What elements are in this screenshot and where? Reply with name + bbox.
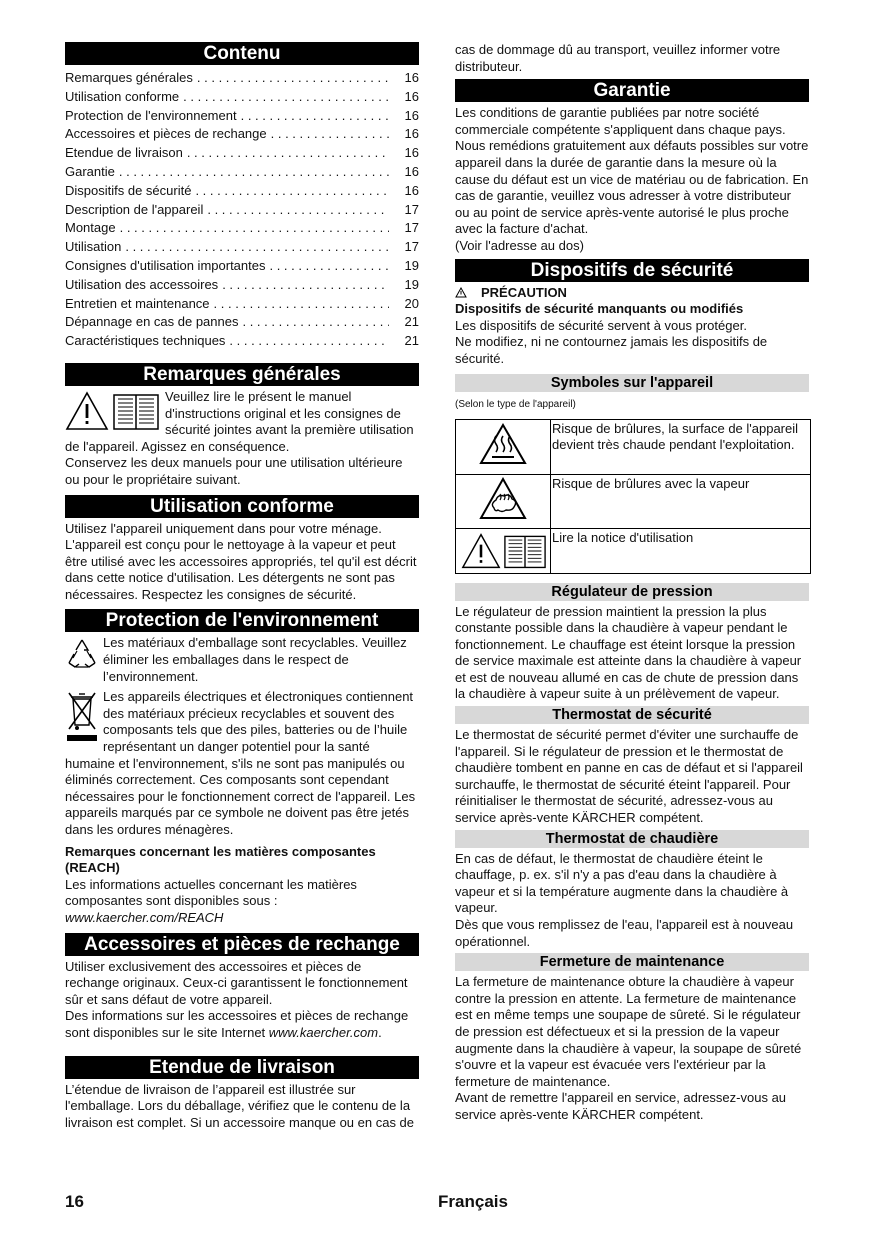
reach-link[interactable]: www.kaercher.com/REACH [65, 909, 224, 925]
table-of-contents [65, 69, 419, 351]
left-column [65, 42, 419, 1132]
page-number: 16 [65, 1192, 84, 1211]
livraison-text: L’étendue de livraison de l’appareil est illustrée sur l'emballage. Lors du déballage, vérifiez que le contenu de la livraison est complet. Si un accessoire manque ou en cas de [65, 1081, 415, 1130]
toc-leader-dots [242, 313, 389, 332]
symbol-text-2: Risque de brûlures avec la vapeur [551, 474, 811, 528]
toc-leader-dots [269, 257, 389, 276]
reach-text [65, 877, 419, 927]
reach-text-body: Les informations actuelles concernant les matières composantes sont disponibles sous : [65, 876, 357, 909]
securite-text-1: Les dispositifs de sécurité servent à vous protéger. [455, 317, 747, 333]
garantie-text: Les conditions de garantie publiées par notre société commerciale compétente s'appliquent dans chaque pays. Nous remédions gratuitement aux défauts possibles sur votre appareil dans la durée de garantie dans la mesure où la cause du défaut est un vice de matériau ou de fabrication. En cas de garantie, veuillez vous adresser à votre distributeur ou au point de service après-vente autorisé le plus proche avec la facture d'achat. [455, 105, 809, 237]
fermeture-heading: Fermeture de maintenance [455, 953, 809, 971]
thermostat-chaudiere-text-1: En cas de défaut, le thermostat de chaudière éteint le chauffage, p. ex. s'il n'y a pas d'eau dans la chaudière à vapeur et si la température augmente dans la chaudière à vapeur. [455, 850, 789, 916]
toc-item-page: 16 [404, 145, 419, 161]
toc-item[interactable] [65, 257, 419, 276]
toc-item-page: 21 [404, 314, 419, 330]
crossed-bin-icon [65, 689, 99, 743]
toc-item[interactable] [65, 276, 419, 295]
toc-leader-dots [214, 295, 389, 314]
toc-leader-dots [197, 69, 389, 88]
toc-item-page: 17 [404, 220, 419, 236]
toc-leader-dots [207, 201, 389, 220]
hot-surface-cell [456, 419, 551, 474]
toc-leader-dots [119, 163, 389, 182]
symbols-table [455, 419, 811, 574]
toc-item-label: Description de l'appareil [65, 201, 204, 217]
remarques-text-2: Conservez les deux manuels pour une utilisation ultérieure ou pour le propriétaire suivant. [65, 455, 403, 487]
toc-item-page: 19 [404, 276, 419, 292]
table-row [456, 474, 811, 528]
thermostat-chaudiere-text-2: Dès que vous remplissez de l'eau, l'appareil est à nouveau opérationnel. [455, 917, 794, 949]
toc-item-page: 16 [404, 88, 419, 104]
toc-item-page: 17 [404, 201, 419, 217]
table-row [456, 419, 811, 474]
toc-item[interactable] [65, 295, 419, 314]
remarques-heading: Remarques générales [65, 363, 419, 386]
fermeture-text-1: La fermeture de maintenance obture la chaudière à vapeur contre la pression en attente. La fermeture de maintenance est en même temps une soupape de sûreté. Si le régulateur de pression est défectueux et si la pression de la vapeur augmente dans la chaudière à vapeur, la soupape de sûreté s'ouvre et la vapeur est évacuée vers l'extérieur par la fermeture de maintenance. [455, 974, 802, 1089]
environnement-section [65, 635, 419, 926]
securite-text-2: Ne modifiez, ni ne contournez jamais les dispositifs de sécurité. [455, 334, 768, 366]
toc-item-page: 16 [404, 107, 419, 123]
warn-heading: Dispositifs de sécurité manquants ou modifiés [455, 301, 744, 317]
toc-leader-dots [125, 238, 389, 257]
toc-item-page: 16 [404, 126, 419, 142]
hot-steam-icon [478, 476, 528, 522]
toc-leader-dots [241, 107, 389, 126]
environnement-text-2: Les appareils électriques et électroniques contiennent des matériaux précieux recyclables et souvent des composants tels que des piles, batteries ou de l’huile représentant un danger potentiel pour la santé humaine et l'environnement, s'ils ne sont pas manipulés ou éliminés correctement. Ces composants sont cependant nécessaires pour le fonctionnement correct de l'appareil. Les appareils marqués par ce symbole ne doivent pas être jetés dans les ordures ménagères. [65, 689, 416, 838]
toc-item-label: Protection de l'environnement [65, 107, 237, 123]
toc-item-page: 21 [404, 333, 419, 349]
toc-item[interactable] [65, 144, 419, 163]
kaercher-link[interactable]: www.kaercher.com [268, 1024, 379, 1040]
toc-item-label: Garantie [65, 163, 115, 179]
toc-item[interactable] [65, 313, 419, 332]
toc-item[interactable] [65, 238, 419, 257]
toc-item-label: Montage [65, 220, 116, 236]
toc-item-label: Dépannage en cas de pannes [65, 314, 239, 330]
regulateur-heading: Régulateur de pression [455, 583, 809, 601]
accessoires-heading: Accessoires et pièces de rechange [65, 933, 419, 956]
toc-item-page: 17 [404, 239, 419, 255]
toc-heading: Contenu [65, 42, 419, 65]
toc-item-page: 19 [404, 257, 419, 273]
fermeture-text-2: Avant de remettre l'appareil en service, adressez-vous au service après-vente KÄRCHER compétent. [455, 1090, 787, 1122]
right-column [455, 42, 809, 1124]
remarques-section [65, 389, 419, 489]
reach-heading: Remarques concernant les matières composantes (REACH) [65, 843, 376, 876]
toc-leader-dots [195, 182, 389, 201]
toc-leader-dots [222, 276, 389, 295]
accessoires-text-1: Utiliser exclusivement des accessoires et pièces de rechange originaux. Ceux-ci garantissent le fonctionnement sûr et sans défaut de votre appareil. [65, 958, 408, 1007]
accessoires-text-2 [65, 1008, 419, 1041]
toc-item[interactable] [65, 332, 419, 351]
toc-item[interactable] [65, 88, 419, 107]
toc-item-label: Remarques générales [65, 70, 193, 85]
toc-item-label: Etendue de livraison [65, 145, 183, 161]
precaution-label: PRÉCAUTION [481, 284, 567, 300]
toc-item-page: 20 [404, 295, 419, 311]
remarques-text-1: Veuillez lire le présent le manuel d'instructions original et les consignes de sécurité jointes avant la première utilisation de l'appareil. Agissez en conséquence. [65, 388, 414, 454]
accessoires-text-2-body: Des informations sur les accessoires et pièces de rechange sont disponibles sur le site Internet [65, 1008, 409, 1040]
remarques-icons [65, 391, 159, 431]
accessoires-text-2-end: . [378, 1024, 382, 1040]
toc-item-label: Caractéristiques techniques [65, 333, 226, 349]
toc-item-label: Utilisation des accessoires [65, 276, 219, 292]
utilisation-text: Utilisez l'appareil uniquement dans pour votre ménage. L'appareil est conçu pour le nettoyage à la vapeur et peut être utilisé avec les accessoires appropriés, tel qu'il est décrit dans cette notice d'utilisation. Les détergents ne sont pas nécessaires. Respectez les consignes de sécurité. [65, 520, 417, 602]
regulateur-text: Le régulateur de pression maintient la pression la plus constante possible dans la chaudière à vapeur pendant le fonctionnement. Le chauffage est éteint lorsque la pression de service maximale est atteinte dans la chaudière à vapeur et est de nouveau allumé en cas de chute de pression dans la chaudière à vapeur suite à un prélèvement de vapeur. [455, 603, 802, 702]
toc-item-page: 16 [404, 182, 419, 198]
toc-item-page: 16 [404, 70, 419, 85]
garantie-note: (Voir l'adresse au dos) [455, 237, 584, 253]
toc-item-label: Dispositifs de sécurité [65, 182, 192, 198]
hot-surface-icon [478, 422, 528, 466]
thermostat-securite-heading: Thermostat de sécurité [455, 706, 809, 724]
toc-leader-dots [271, 125, 389, 144]
manual-book-icon [113, 391, 159, 431]
toc-leader-dots [229, 332, 389, 351]
footer-language: Français [438, 1192, 508, 1211]
warning-triangle-icon [461, 532, 501, 570]
toc-item-label: Utilisation conforme [65, 88, 180, 104]
symbol-text-3: Lire la notice d'utilisation [551, 528, 811, 573]
symbol-text-1: Risque de brûlures, la surface de l'appareil devient très chaude pendant l'exploitation. [551, 419, 811, 474]
livraison-heading: Etendue de livraison [65, 1056, 419, 1079]
garantie-heading: Garantie [455, 79, 809, 102]
environnement-text-1: Les matériaux d'emballage sont recyclables. Veuillez éliminer les emballages dans le respect de l’environnement. [103, 635, 407, 684]
manual-cell [456, 528, 551, 573]
thermostat-securite-text: Le thermostat de sécurité permet d'éviter une surchauffe de l'appareil. Si le régulateur de pression et le thermostat de chaudière tombent en panne en cas de défaut et si l'appareil surchauffe, le thermostat de sécurité éteint l'appareil. Pour réinitialiser le thermostat de sécurité, adressez-vous au service après-vente KÄRCHER compétent. [455, 727, 803, 826]
toc-item[interactable] [65, 107, 419, 126]
toc-leader-dots [187, 144, 389, 163]
symboles-note: (Selon le type de l'appareil) [455, 398, 576, 410]
warning-triangle-icon [65, 391, 109, 431]
symboles-heading: Symboles sur l'appareil [455, 374, 809, 392]
utilisation-heading: Utilisation conforme [65, 495, 419, 518]
toc-item-label: Accessoires et pièces de rechange [65, 126, 267, 142]
toc-leader-dots [183, 88, 389, 107]
toc-item-label: Utilisation [65, 239, 122, 255]
table-row [456, 528, 811, 573]
toc-item[interactable] [65, 69, 419, 88]
toc-item[interactable] [65, 201, 419, 220]
recycle-icon [65, 637, 99, 671]
steam-cell [456, 474, 551, 528]
toc-item[interactable] [65, 219, 419, 238]
toc-item[interactable] [65, 163, 419, 182]
securite-heading: Dispositifs de sécurité [455, 259, 809, 282]
caution-triangle-icon [455, 287, 467, 298]
toc-leader-dots [120, 219, 389, 238]
livraison-text-continued: cas de dommage dû au transport, veuillez informer votre distributeur. [455, 42, 781, 74]
toc-item[interactable] [65, 182, 419, 201]
environnement-heading: Protection de l'environnement [65, 609, 419, 632]
toc-item[interactable] [65, 125, 419, 144]
toc-item-label: Consignes d'utilisation importantes [65, 257, 266, 273]
thermostat-chaudiere-heading: Thermostat de chaudière [455, 830, 809, 848]
manual-book-icon [504, 532, 546, 570]
toc-item-label: Entretien et maintenance [65, 295, 210, 311]
precaution-line [455, 285, 809, 302]
toc-item-page: 16 [404, 163, 419, 179]
